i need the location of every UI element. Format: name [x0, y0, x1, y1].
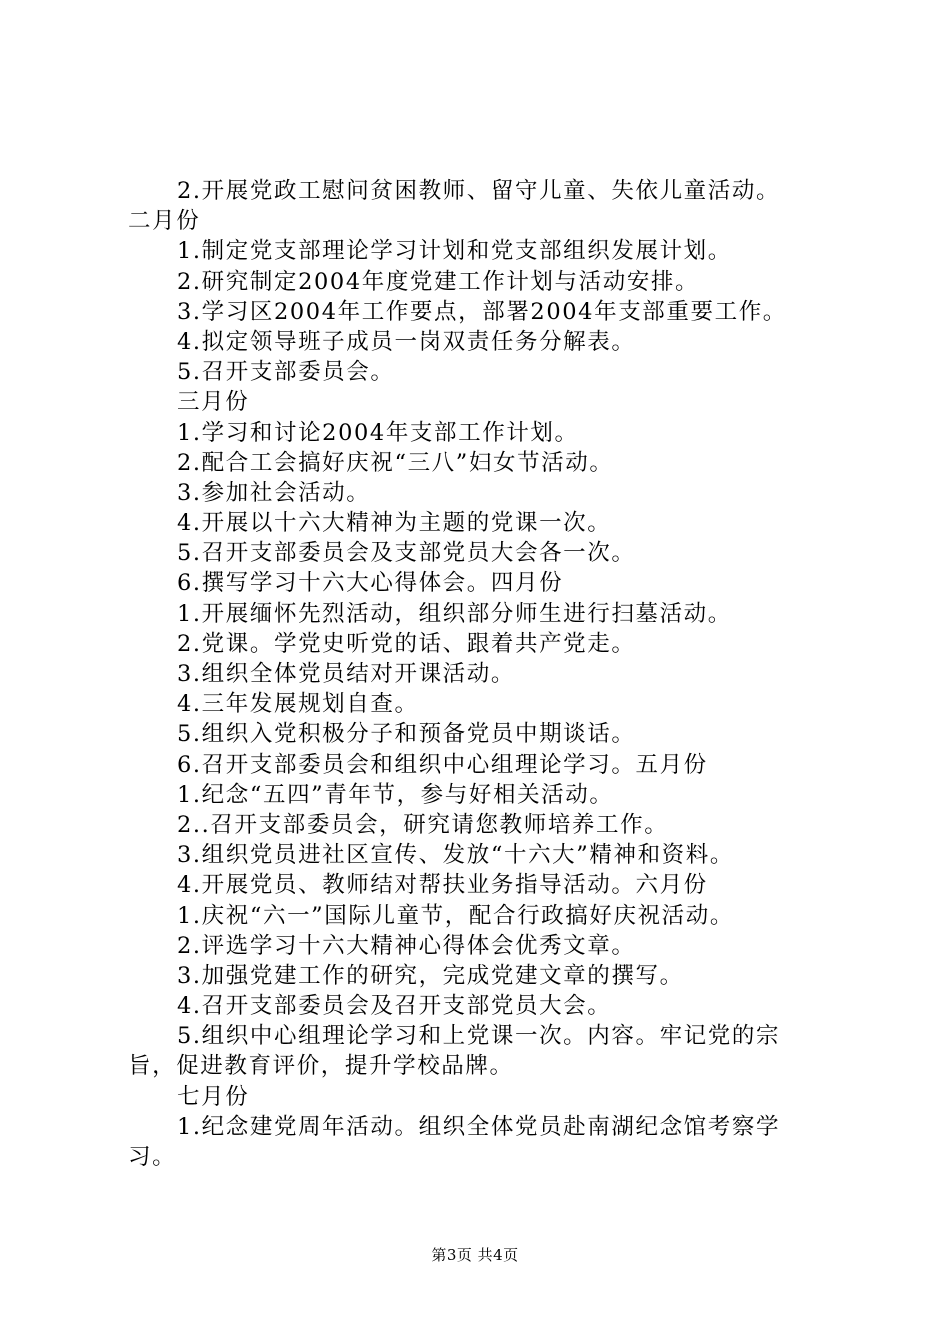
- text-line: 1.制定党支部理论学习计划和党支部组织发展计划。: [177, 238, 732, 265]
- text-line: 3.参加社会活动。: [177, 479, 371, 506]
- text-line: 2.党课。学党史听党的话、跟着共产党走。: [177, 630, 636, 657]
- text-line: 5.组织入党积极分子和预备党员中期谈话。: [177, 721, 636, 748]
- text-line: 2.配合工会搞好庆祝“三八”妇女节活动。: [177, 449, 614, 476]
- text-line: 5.组织中心组理论学习和上党课一次。内容。牢记党的宗: [177, 1023, 781, 1050]
- text-line: 4.拟定领导班子成员一岗双责任务分解表。: [177, 328, 636, 355]
- text-line: 4.三年发展规划自查。: [177, 691, 419, 718]
- text-line: 3.学习区2004年工作要点，部署2004年支部重要工作。: [177, 298, 787, 325]
- page-footer: 第3页 共4页: [431, 1246, 519, 1264]
- section-heading: 七月份: [177, 1083, 250, 1110]
- text-line: 1.纪念建党周年活动。组织全体党员赴南湖纪念馆考察学: [177, 1113, 781, 1140]
- text-line: 旨，促进教育评价，提升学校品牌。: [128, 1053, 514, 1080]
- text-line: 2..召开支部委员会，研究请您教师培养工作。: [177, 811, 669, 838]
- text-line: 1.学习和讨论2004年支部工作计划。: [177, 419, 579, 446]
- document-body: [128, 176, 840, 1172]
- text-line: 5.召开支部委员会。: [177, 359, 395, 386]
- text-line: 3.组织全体党员结对开课活动。: [177, 661, 515, 687]
- text-line: 1.纪念“五四”青年节，参与好相关活动。: [177, 781, 614, 808]
- text-line: 4.开展以十六大精神为主题的党课一次。: [177, 510, 612, 537]
- text-line: 1.开展缅怀先烈活动，组织部分师生进行扫墓活动。: [177, 600, 732, 627]
- text-line: 6.撰写学习十六大心得体会。四月份: [177, 570, 564, 597]
- text-line: 2.评选学习十六大精神心得体会优秀文章。: [177, 932, 636, 959]
- text-line: 二月份: [128, 208, 201, 235]
- text-line: 5.召开支部委员会及支部党员大会各一次。: [177, 540, 636, 567]
- text-line: 3.加强党建工作的研究，完成党建文章的撰写。: [177, 962, 684, 989]
- text-line: 2.研究制定2004年度党建工作计划与活动安排。: [177, 268, 700, 295]
- section-heading: 三月份: [177, 389, 250, 416]
- text-line: 习。: [128, 1144, 177, 1170]
- text-line: 4.召开支部委员会及召开支部党员大会。: [177, 993, 612, 1020]
- text-line: 3.组织党员进社区宣传、发放“十六大”精神和资料。: [177, 842, 734, 869]
- text-line: 2.开展党政工慰问贫困教师、留守儿童、失依儿童活动。: [177, 178, 781, 204]
- text-line: 1.庆祝“六一”国际儿童节，配合行政搞好庆祝活动。: [177, 902, 734, 929]
- text-line: 4.开展党员、教师结对帮扶业务指导活动。六月份: [177, 872, 708, 899]
- text-line: 6.召开支部委员会和组织中心组理论学习。五月份: [177, 751, 708, 778]
